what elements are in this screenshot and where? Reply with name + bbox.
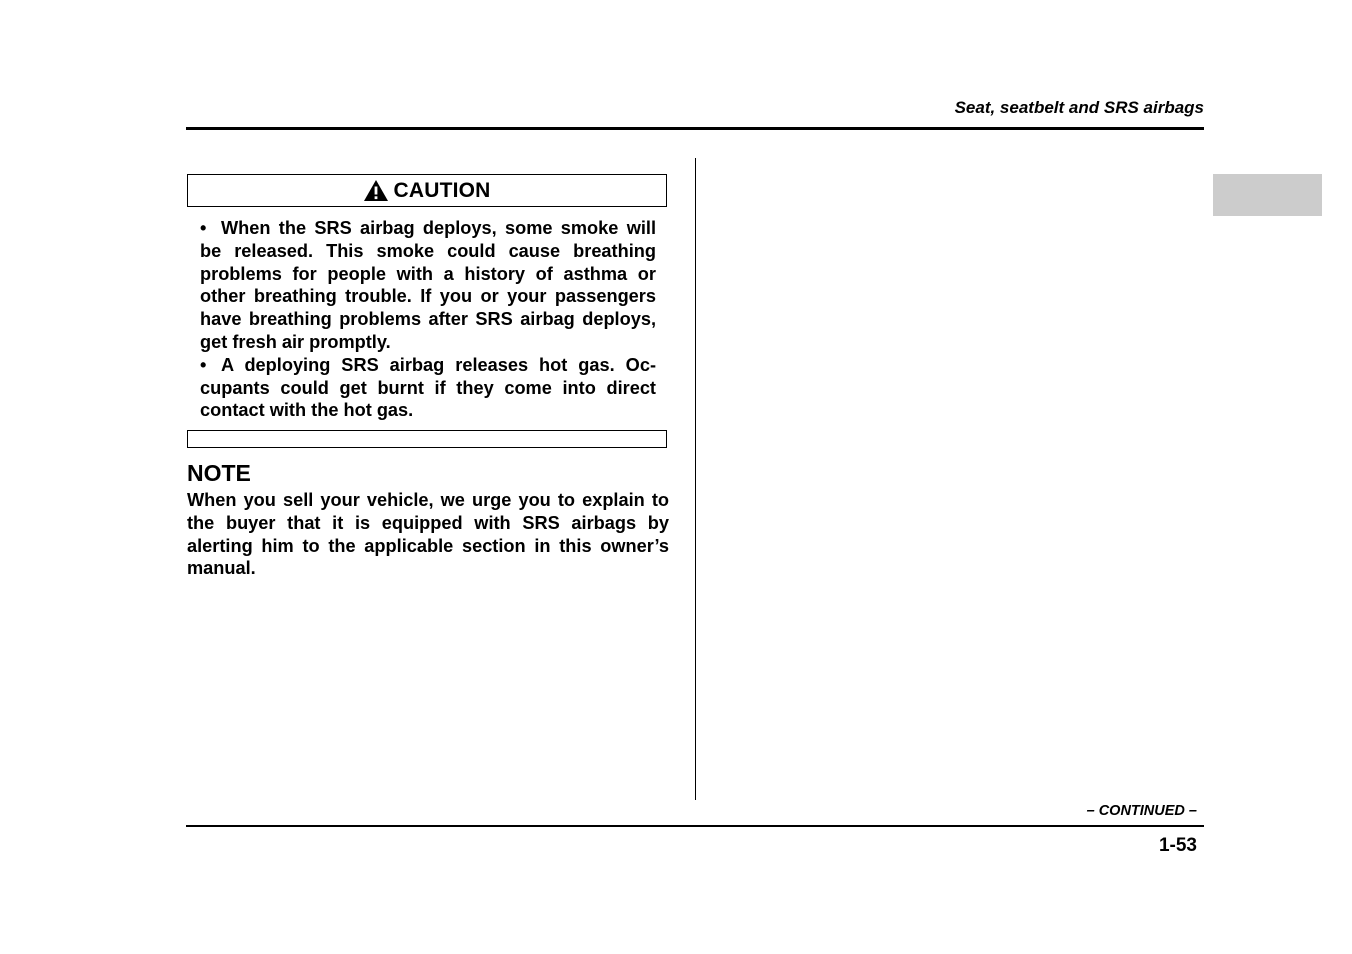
bullet-icon: • [200,218,207,238]
caution-item [200,217,656,354]
warning-triangle-icon [363,179,389,202]
page-number: 1-53 [1158,835,1197,856]
note-text: When you sell your vehicle, we urge you to explain to the buyer that it is equipped with SRS airbags by alerting him to the applicable section in this owner’s manual. [187,490,669,579]
caution-item-text: When the SRS airbag deploys, some smoke will be released. This smoke could cause breathing problems for people with a history of asthma or other breathing trouble. If you or your passengers have breathing problems after SRS airbag deploys, get fresh air promptly. [200,218,656,352]
header-rule [186,127,1204,130]
caution-item-text: A deploying SRS airbag releases hot gas. Oc-cupants could get burnt if they come into direct contact with the hot gas. [200,354,656,421]
caution-item [200,354,656,422]
caution-header-box [187,174,667,207]
chapter-tab [1213,174,1322,216]
note-heading: NOTE [187,460,251,486]
caution-footer-box [187,430,667,448]
footer-rule [186,825,1204,827]
caution-body [200,217,656,422]
section-title: Seat, seatbelt and SRS airbags [954,98,1204,117]
bullet-icon: • [200,354,207,375]
continued-label: – CONTINUED – [1086,803,1197,819]
column-divider [695,158,696,800]
caution-label: CAUTION [393,178,491,202]
